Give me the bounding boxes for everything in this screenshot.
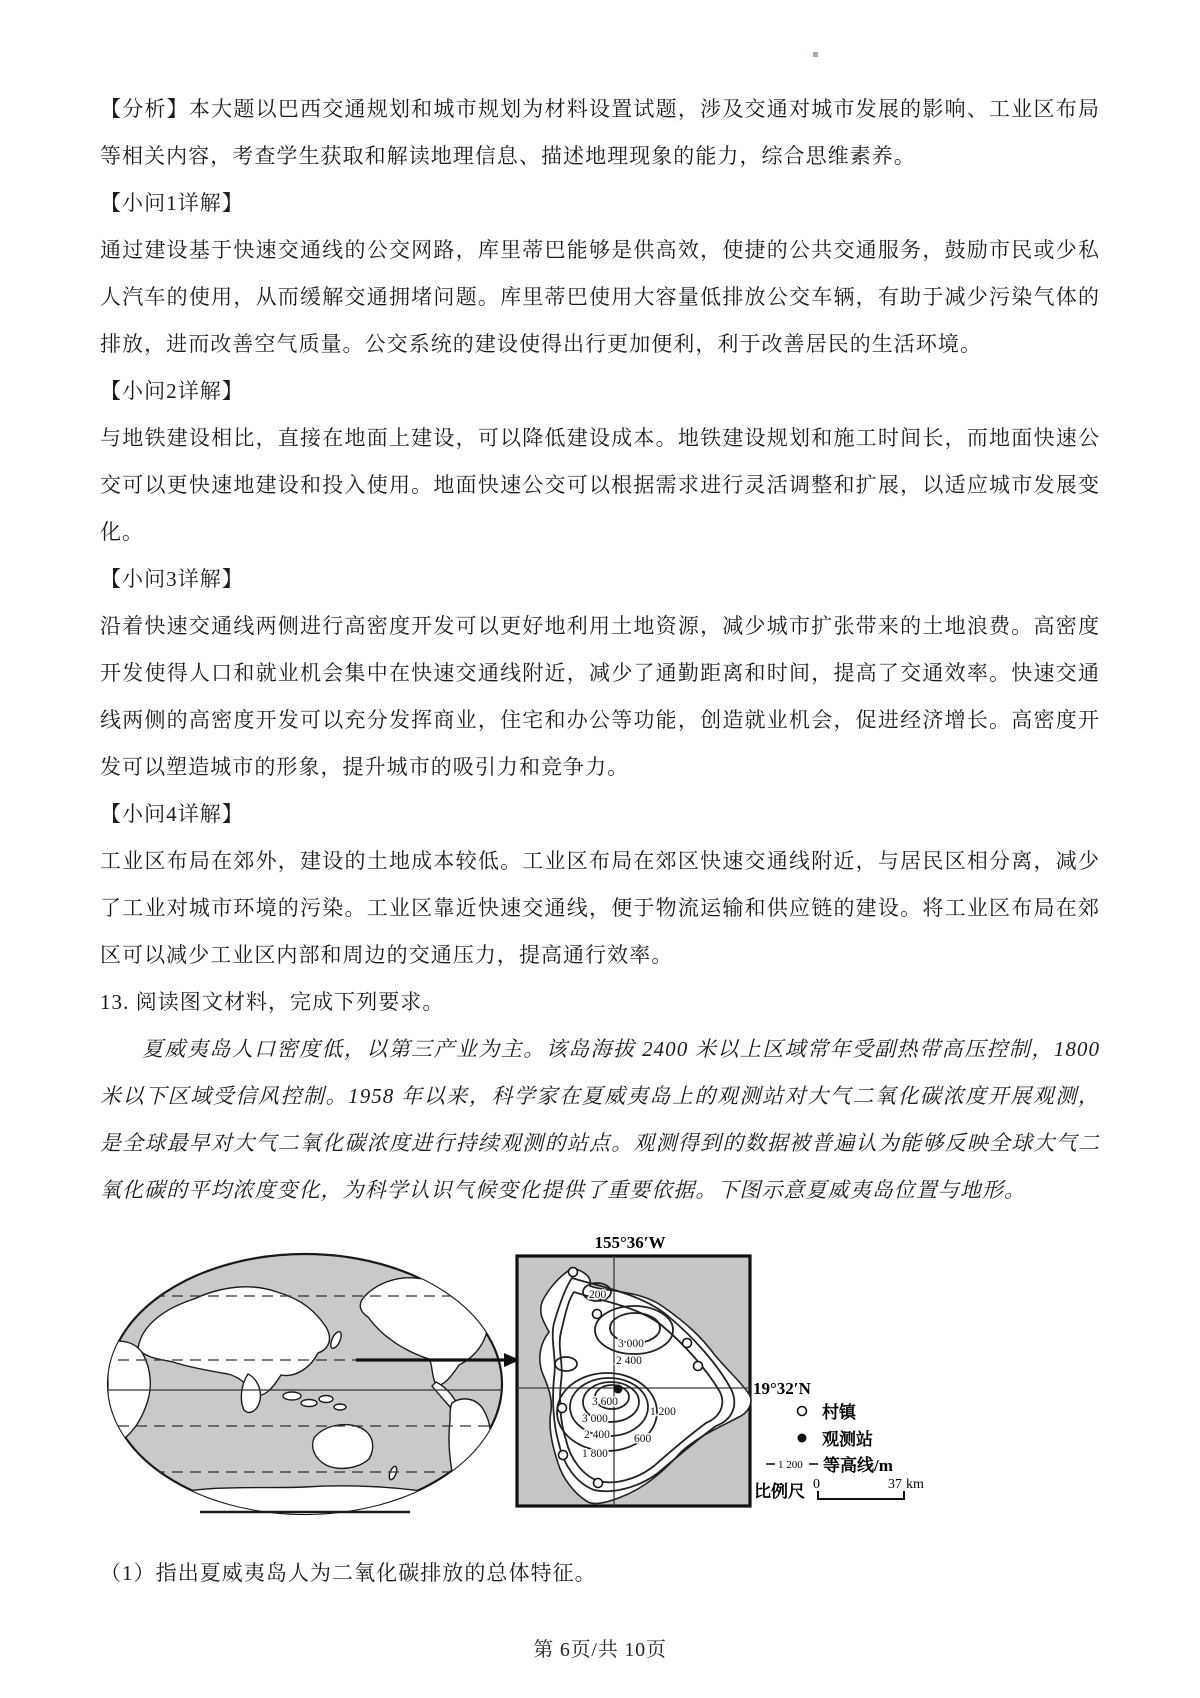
hawaii-figure-svg — [100, 1226, 1100, 1534]
heading-subquestion-2: 【小问2详解】 — [100, 379, 244, 403]
scale-unit: km — [906, 1477, 924, 1492]
village-marker — [593, 1310, 602, 1319]
scale-bar — [818, 1491, 904, 1499]
paragraph-material: 夏威夷岛人口密度低，以第三产业为主。该岛海拔 2400 米以上区域常年受副热带高压控制，1800 米以下区域受信风控制。1958 年以来，科学家在夏威夷岛上的观测站对大气二氧化碳浓度开展观测，是全球最早对大气二氧化碳浓度进行持续观测的站点。观测得到的数据被普遍认为能够反映全球大气二氧化碳的平均浓度变化，为科学认识气候变化提供了重要依据。下图示意夏威夷岛位置与地形。 — [100, 1037, 1100, 1202]
paragraph-analysis: 【分析】本大题以巴西交通规划和城市规划为材料设置试题，涉及交通对城市发展的影响、工业区布局等相关内容，考查学生获取和解读地理信息、描述地理现象的能力，综合思维素养。 — [100, 97, 1100, 168]
village-marker — [594, 1479, 603, 1488]
contour-label-mk-inner: 3 000 — [618, 1338, 644, 1350]
legend-village-label: 村镇 — [822, 1403, 856, 1422]
parallel-label: 19°32′N — [753, 1379, 811, 1398]
legend-station-icon — [798, 1434, 807, 1443]
world-map — [100, 1254, 510, 1518]
page-footer — [0, 1633, 1200, 1662]
paragraph-subquestion-4-answer: 工业区布局在郊外，建设的土地成本较低。工业区布局在郊区快速交通线附近，与居民区相分离，减少了工业对城市环境的污染。工业区靠近快速交通线，便于物流运输和供应链的建设。将工业区布局在郊区可以减少工业区内部和周边的交通压力，提高通行效率。 — [100, 849, 1100, 967]
map-legend — [754, 1402, 924, 1501]
contour-label-ml-3000: 3 000 — [582, 1413, 608, 1425]
continent-australia — [313, 1425, 373, 1469]
document-content — [100, 86, 1100, 1597]
hawaii-island-map — [517, 1233, 812, 1506]
paragraph-subquestion-1-answer: 通过建设基于快速交通线的公交网路，库里蒂巴能够是供高效，使捷的公共交通服务，鼓励市民或少私人汽车的使用，从而缓解交通拥堵问题。库里蒂巴使用大容量低排放公交车辆，有助于减少污染气体的排放，进而改善空气质量。公交系统的建设使得出行更加便利，利于改善居民的生活环境。 — [100, 238, 1100, 356]
contour-label-kohala: 200 — [589, 1289, 607, 1301]
village-marker — [569, 1268, 578, 1277]
contour-label-1200: 1 200 — [650, 1406, 676, 1418]
contour-label-ml-3600: 3 600 — [592, 1396, 618, 1408]
observation-station-marker — [614, 1385, 623, 1394]
village-marker — [683, 1339, 692, 1348]
legend-village-icon — [798, 1407, 807, 1416]
village-marker — [558, 1404, 567, 1413]
scale-title: 比例尺 — [754, 1482, 805, 1501]
contour-label-ml-2400: 2 400 — [584, 1429, 610, 1441]
page-indicator: 第 6页/共 10页 — [533, 1639, 667, 1661]
village-marker — [694, 1362, 703, 1371]
paragraph-subquestion-2-answer: 与地铁建设相比，直接在地面上建设，可以降低建设成本。地铁建设规划和施工时间长，而地面快速公交可以更快速地建设和投入使用。地面快速公交可以根据需求进行灵活调整和扩展，以适应城市发展变化。 — [100, 426, 1100, 544]
legend-contour-label: 等高线/m — [823, 1456, 893, 1475]
paragraph-subquestion-3-answer: 沿着快速交通线两侧进行高密度开发可以更好地利用土地资源，减少城市扩张带来的土地浪费。高密度开发使得人口和就业机会集中在快速交通线附近，减少了通勤距离和时间，提高了交通效率。快速交通线两侧的高密度开发可以充分发挥商业，住宅和办公等功能，创造就业机会，促进经济增长。高密度开发可以塑造城市的形象，提升城市的吸引力和竞争力。 — [100, 614, 1100, 779]
figure-hawaii-location-terrain — [100, 1226, 1100, 1534]
question-13-intro: 13. 阅读图文材料，完成下列要求。 — [100, 990, 445, 1014]
stray-mark — [813, 52, 818, 57]
continent-south-america — [449, 1399, 491, 1489]
question-1: （1）指出夏威夷岛人为二氧化碳排放的总体特征。 — [100, 1561, 597, 1585]
contour-label-600: 600 — [634, 1433, 652, 1445]
heading-subquestion-4: 【小问4详解】 — [100, 802, 244, 826]
legend-station-label: 观测站 — [822, 1430, 873, 1449]
contour-label-ml-1800: 1 800 — [582, 1448, 608, 1460]
village-marker — [559, 1451, 568, 1460]
legend-contour-sample: 1 200 — [778, 1459, 803, 1471]
continent-greenland — [430, 1264, 458, 1285]
heading-subquestion-1: 【小问1详解】 — [100, 191, 244, 215]
scale-zero: 0 — [813, 1477, 820, 1492]
meridian-label: 155°36′W — [594, 1233, 666, 1252]
scale-end: 37 — [888, 1477, 902, 1492]
heading-subquestion-3: 【小问3详解】 — [100, 567, 244, 591]
contour-label-mk-outer: 2 400 — [616, 1355, 642, 1367]
